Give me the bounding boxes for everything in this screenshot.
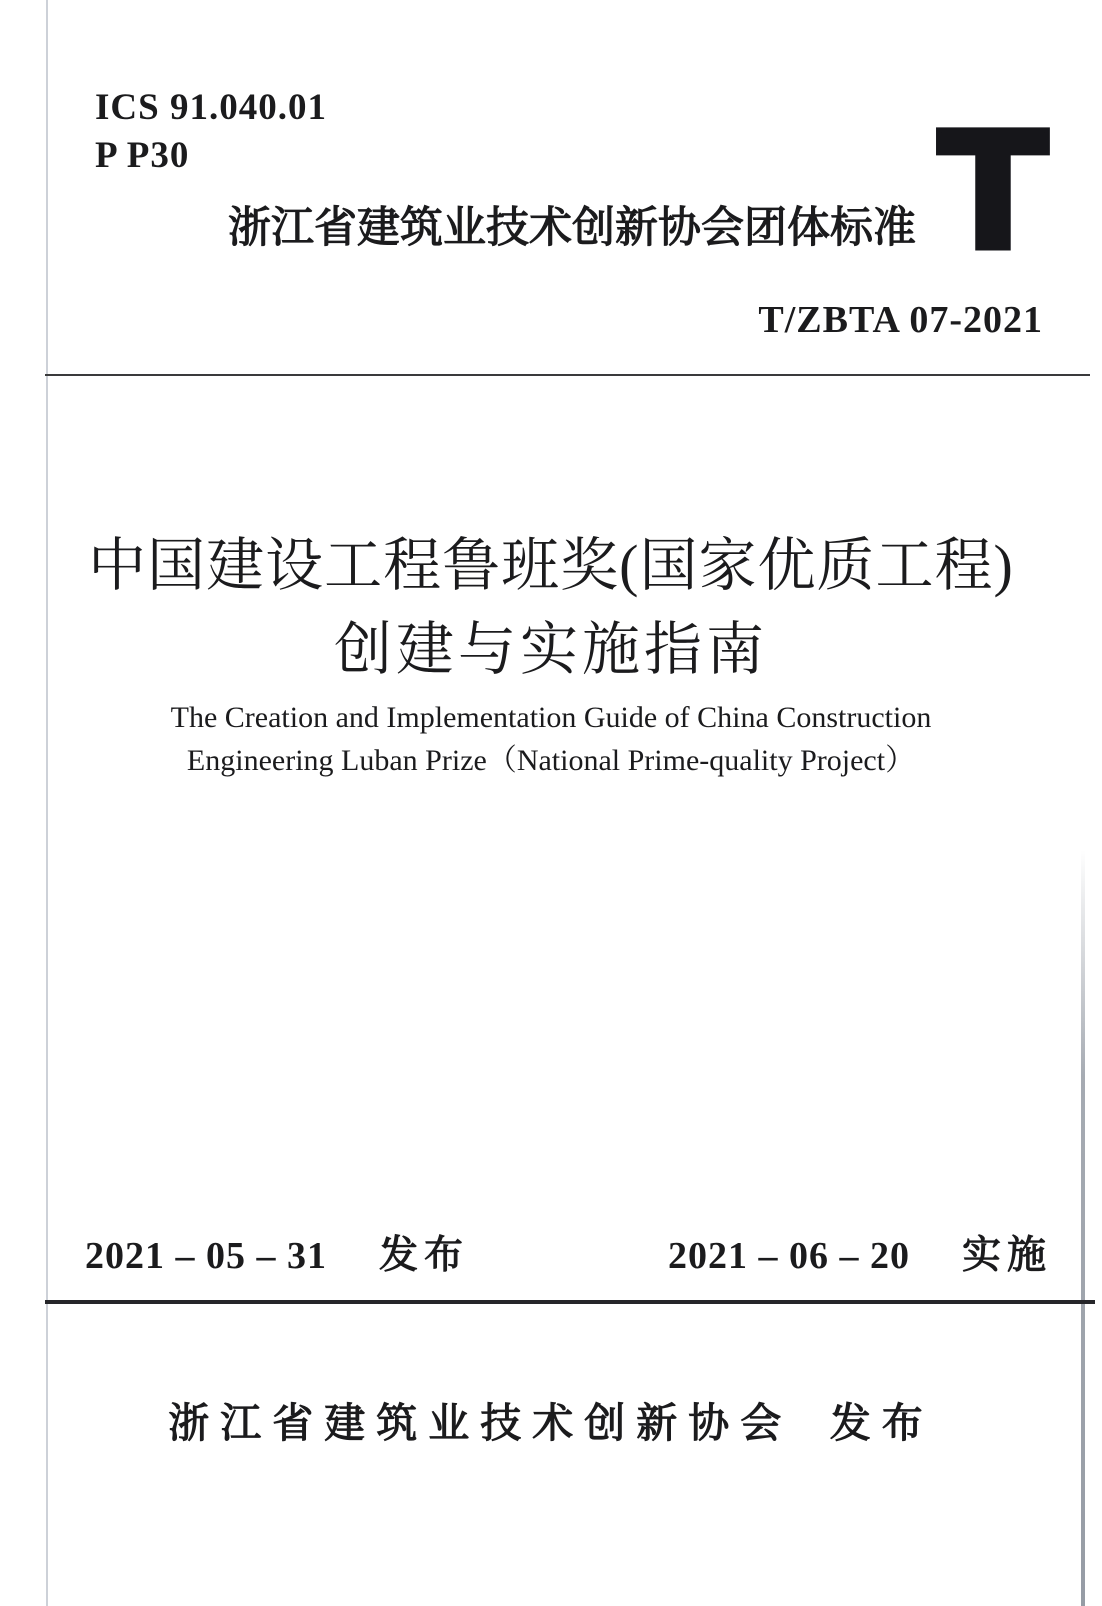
group-standard-t-logo: T (937, 99, 1049, 287)
top-divider-line (45, 374, 1090, 376)
effective-date: 2021 – 06 – 20 (668, 1235, 910, 1277)
effective-date-label: 实施 (962, 1234, 1053, 1277)
issue-date-label: 发布 (379, 1234, 470, 1277)
publisher-name: 浙江省建筑业技术创新协会 (168, 1400, 793, 1446)
ics-classification-block (95, 84, 327, 180)
title-english (0, 696, 1102, 782)
date-row (0, 1224, 1102, 1278)
bottom-divider-line (45, 1300, 1095, 1304)
classification-code: P P30 (95, 135, 190, 176)
effective-date-block (668, 1224, 1052, 1280)
standard-number: T/ZBTA 07-2021 (758, 299, 1043, 341)
title-english-line1: The Creation and Implementation Guide of China Construction (170, 701, 932, 734)
issue-date: 2021 – 05 – 31 (85, 1235, 327, 1277)
publisher-action-label: 发布 (829, 1400, 934, 1446)
ics-code: ICS 91.040.01 (95, 87, 327, 128)
title-chinese-line2: 创建与实施指南 (333, 617, 768, 682)
title-chinese-line1: 中国建设工程鲁班奖(国家优质工程) (88, 533, 1014, 598)
page-left-edge-line (46, 0, 48, 1606)
issue-date-block (85, 1224, 469, 1280)
title-english-line2: Engineering Luban Prize（National Prime-quality Project） (186, 744, 916, 777)
association-standard-header: 浙江省建筑业技术创新协会团体标准 (228, 204, 916, 252)
publisher-row (0, 1390, 1102, 1449)
